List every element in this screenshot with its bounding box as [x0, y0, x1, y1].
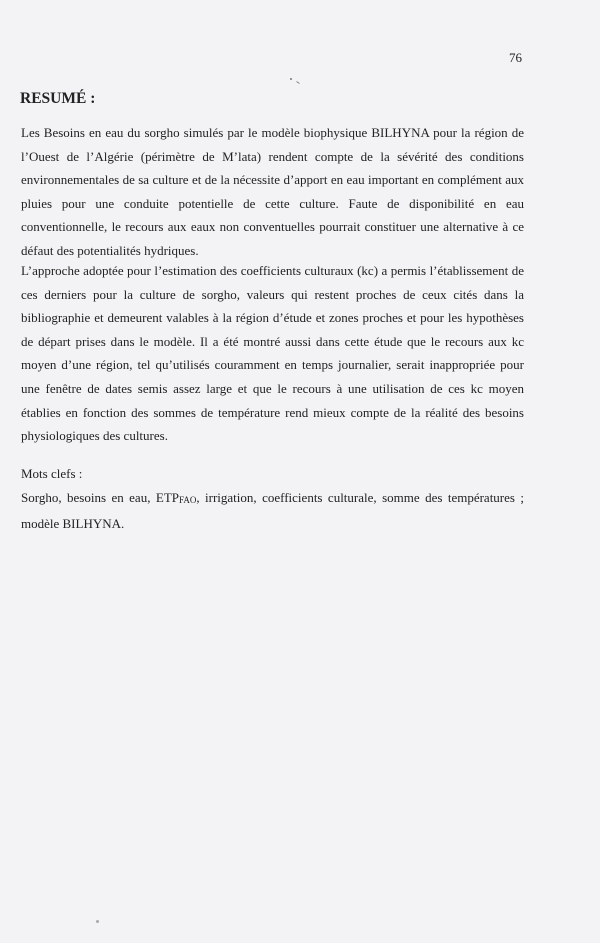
keywords-subscript: FAO: [179, 495, 197, 505]
keywords-text: [21, 486, 524, 535]
scan-speck: [96, 920, 99, 923]
keywords-part-2: , irrigation, coefficients culturale, somme des températures ; modèle BILHYNA.: [21, 490, 525, 531]
keywords-part-1: Sorgho, besoins en eau, ETP: [21, 490, 179, 505]
keywords-label: Mots clefs :: [21, 466, 83, 481]
section-title: RESUMÉ :: [20, 90, 96, 107]
abstract-paragraph-1: Les Besoins en eau du sorgho simulés par le modèle biophysique BILHYNA pour la région de l’Ouest de l’Algérie (périmètre de M’lata) rendent compte de la sévérité des conditions environnementales de sa culture et de la nécessite d’apport en eau important en complément aux pluies pour une conduite potentielle de cette culture. Faute de disponibilité en eau conventionnelle, le recours aux eaux non conventuelles pourrait constituer une alternative à ce défaut des potentialités hydriques.: [21, 125, 524, 258]
scan-speck: [296, 81, 300, 84]
scan-speck: [290, 78, 292, 80]
page-number: 76: [509, 50, 522, 65]
abstract-paragraph-2: L’approche adoptée pour l’estimation des coefficients culturaux (kc) a permis l’établissement de ces derniers pour la culture de sorgho, valeurs qui restent proches de ceux cités dans la bibliographie et demeurent valables à la région d’étude et zones proches et pour les hypothèses de départ prises dans le modèle. Il a été montré aussi dans cette étude que le recours aux kc moyen d’une région, tel qu’utilisés couramment en temps journalier, serait inappropriée pour une fenêtre de dates semis assez large et que le recours à une utilisation de ces kc moyen établies en fonction des sommes de température rend mieux compte de la réalité des besoins physiologiques des cultures.: [21, 263, 524, 444]
